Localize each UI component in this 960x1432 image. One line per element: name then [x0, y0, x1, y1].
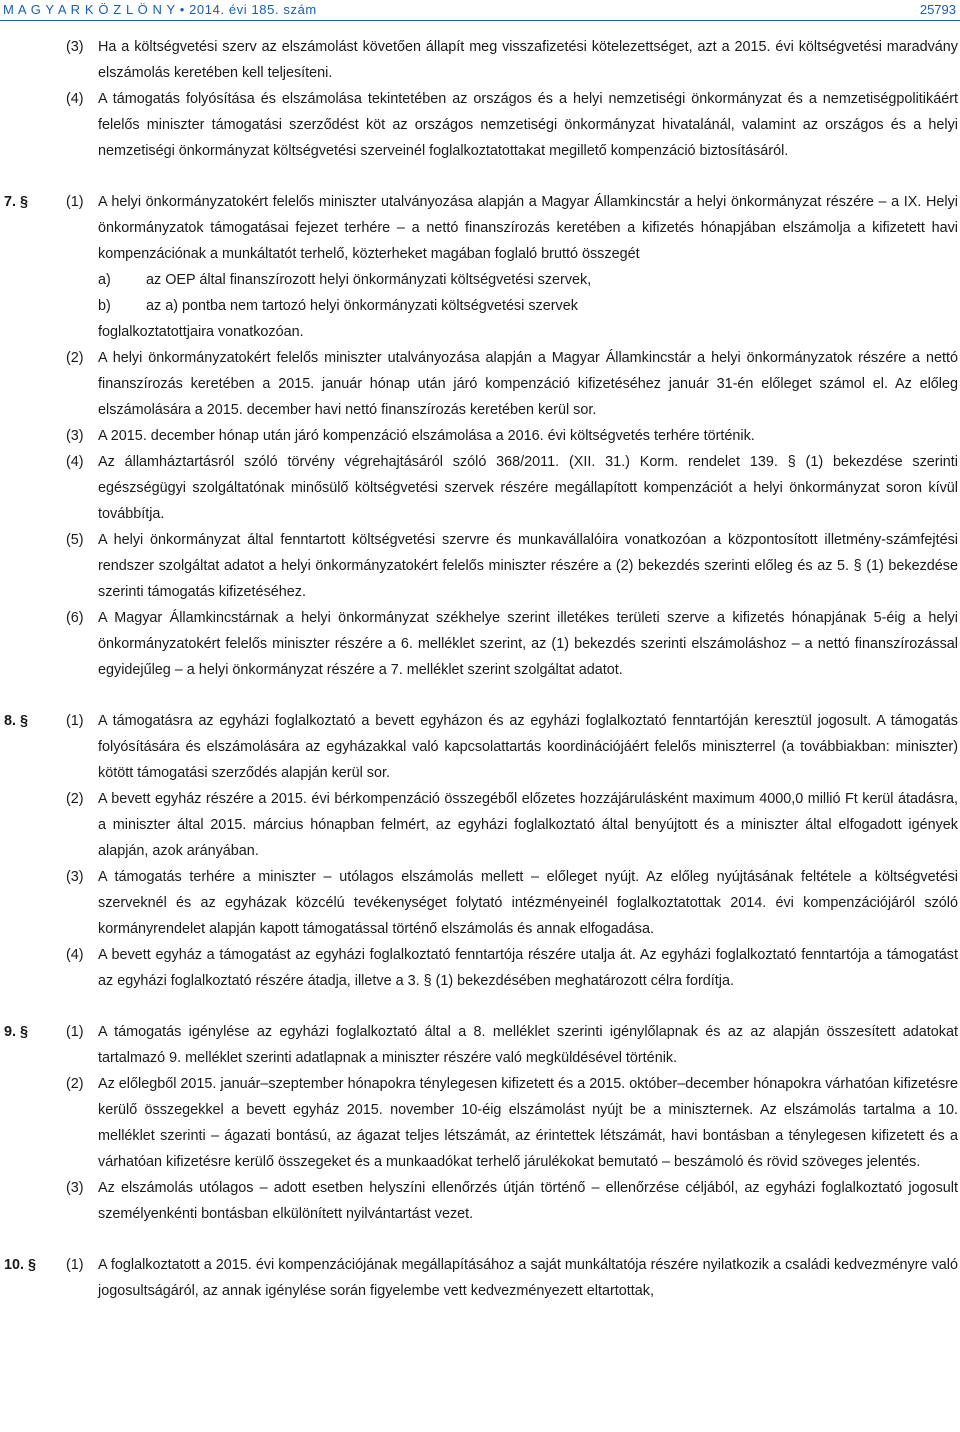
paragraph-text: Az előlegből 2015. január–szeptember hónapokra ténylegesen kifizetett és a 2015. október–december hónapokra várhatóan kifizetésre kerülő összegekkel a bevett egyház 2015. november 10-éig elszámolást nyújt be a miniszternek. Az elszámolás tartalma a 10. melléklet szerinti – ágazati bontású, az ágazat teljes létszámát, az érintettek létszámát, havi bontásban a ténylegesen kifizetett és a várhatóan kifizetésre kerülő összegeket és a munkaadókat terhelő járulékokat bemutató – beszámoló és rövid szöveges jelentés. — [98, 1076, 958, 1170]
section — [0, 708, 960, 994]
paragraph-number: (4) — [66, 947, 84, 963]
paragraph — [0, 34, 960, 86]
paragraph-number: (3) — [66, 1180, 84, 1196]
list-item-text: az OEP által finanszírozott helyi önkormányzati költségvetési szervek, — [146, 272, 592, 288]
paragraph-text: A Magyar Államkincstárnak a helyi önkormányzat székhelye szerint illetékes területi szerve a kifizetés hónapjának 5-éig a helyi önkormányzatokért felelős miniszter részére a 6. melléklet szerint, az (1) bekezdés szerinti elszámoláshoz – a nettó finanszírozással egyidejűleg – a helyi önkormányzat részére a 7. melléklet szerint szolgáltat adatot. — [98, 610, 958, 678]
paragraph-text: A helyi önkormányzatokért felelős miniszter utalványozása alapján a Magyar Államkincstár a helyi önkormányzat részére – a IX. Helyi önkormányzatok támogatásai fejezet terhére – a nettó finanszírozás keretében a kifizetés hónapjában elszámolja a kifizetett havi kompenzációnak a munkáltatót terhelő, közterheket magában foglaló bruttó összegét — [98, 194, 958, 262]
paragraph — [0, 449, 960, 527]
paragraph-number: (2) — [66, 350, 84, 366]
paragraph — [0, 1019, 960, 1071]
paragraph — [0, 345, 960, 423]
paragraph-number: (1) — [66, 713, 84, 729]
paragraph-text: A támogatásra az egyházi foglalkoztató a bevett egyházon és az egyházi foglalkoztató fenntartóján keresztül jogosult. A támogatás folyósítására és elszámolására az egyházakkal való kapcsolattartás koordinációjáért felelős miniszterrel (a továbbiakban: miniszter) kötött támogatási szerződés alapján kerül sor. — [98, 713, 958, 781]
section — [0, 1019, 960, 1227]
paragraph — [0, 605, 960, 683]
paragraph-text: A foglalkoztatott a 2015. évi kompenzációjának megállapításához a saját munkáltatója részére nyilatkozik a családi kedvezményre való jogosultságáról, az annak igénylése során figyelembe vett kedvezményezett eltartottak, — [98, 1257, 958, 1299]
paragraph-number: (3) — [66, 39, 84, 55]
paragraph-text: A helyi önkormányzatokért felelős miniszter utalványozása alapján a Magyar Államkincstár a helyi önkormányzatok részére a nettó finanszírozás keretében a 2015. január hónap után járó kompenzáció kifizetéséhez január 31-én előleget számol el. Az előleg elszámolására a 2015. december havi nettó finanszírozás keretében kerül sor. — [98, 350, 958, 418]
paragraph-number: (1) — [66, 1257, 84, 1273]
paragraph — [0, 86, 960, 164]
paragraph-text: A helyi önkormányzat által fenntartott költségvetési szervre és munkavállalóira vonatkozóan a központosított illetmény-számfejtési rendszer szolgáltat adatot a helyi önkormányzatokért felelős miniszter részére a (2) bekezdés szerinti előleg és az 5. § (1) bekezdése szerinti támogatás kifizetéséhez. — [98, 532, 958, 600]
paragraph-text: A bevett egyház részére a 2015. évi bérkompenzáció összegéből előzetes hozzájárulásként maximum 4000,0 millió Ft kerül átadásra, a miniszter által 2015. március hónapban felmért, az egyházi foglalkoztató által benyújtott és a miniszter által elfogadott igények alapján, azok arányában. — [98, 791, 958, 859]
section-number: 9. § — [4, 1024, 29, 1040]
paragraph — [0, 864, 960, 942]
paragraph-text: Ha a költségvetési szerv az elszámolást követően állapít meg visszafizetési kötelezettséget, azt a 2015. évi költségvetési maradvány elszámolás keretében kell teljesíteni. — [98, 39, 958, 81]
paragraph-number: (1) — [66, 1024, 84, 1040]
paragraph — [0, 1071, 960, 1175]
paragraph — [0, 708, 960, 786]
paragraph — [0, 1252, 960, 1304]
list-item-label: b) — [98, 298, 111, 314]
paragraph-text: A 2015. december hónap után járó kompenzáció elszámolása a 2016. évi költségvetés terhére történik. — [98, 428, 755, 444]
journal-title: M A G Y A R K Ö Z L Ö N Y • 2014. évi 185. szám — [3, 2, 317, 17]
section-number: 8. § — [4, 713, 29, 729]
paragraph-text: A bevett egyház a támogatást az egyházi foglalkoztató fenntartója részére utalja át. Az egyházi foglalkoztató fenntartója a támogatást az egyházi foglalkoztató részére átadja, illetve a 3. § (1) bekezdésében meghatározott célra fordítja. — [98, 947, 958, 989]
header-rule — [0, 20, 960, 21]
paragraph-number: (4) — [66, 454, 84, 470]
section-number: 10. § — [4, 1257, 37, 1273]
list-item — [98, 267, 960, 293]
document-body — [0, 34, 960, 1329]
paragraph — [0, 423, 960, 449]
section — [0, 189, 960, 683]
page-header — [0, 0, 960, 22]
paragraph — [0, 189, 960, 345]
paragraph — [0, 942, 960, 994]
paragraph-tail: foglalkoztatottjaira vonatkozóan. — [98, 324, 304, 340]
paragraph-number: (6) — [66, 610, 84, 626]
paragraph — [0, 527, 960, 605]
paragraph-number: (3) — [66, 869, 84, 885]
paragraph — [0, 786, 960, 864]
section-number: 7. § — [4, 194, 29, 210]
paragraph-text: A támogatás folyósítása és elszámolása tekintetében az országos és a helyi nemzetiségi önkormányzat és a nemzetiségpolitikáért felelős miniszter támogatási szerződést köt az országos nemzetiségi önkormányzat hivatalánál, valamint az országos és a helyi nemzetiségi önkormányzat költségvetési szerveinél foglalkoztatottakat megillető kompenzáció biztosításáról. — [98, 91, 958, 159]
page-number: 25793 — [919, 2, 956, 17]
paragraph-number: (2) — [66, 791, 84, 807]
paragraph-number: (2) — [66, 1076, 84, 1092]
paragraph-number: (1) — [66, 194, 84, 210]
section — [0, 34, 960, 164]
paragraph-text: A támogatás terhére a miniszter – utólagos elszámolás mellett – előleget nyújt. Az előleg nyújtásának feltétele a költségvetési szerveknél és az egyházak közcélú tevékenységet folytató intézményeinél foglalkoztatottak 2014. évi kompenzációjáról szóló kormányrendelet alapján kapott támogatással történő elszámolás és annak elfogadása. — [98, 869, 958, 937]
paragraph-text: Az államháztartásról szóló törvény végrehajtásáról szóló 368/2011. (XII. 31.) Korm. rendelet 139. § (1) bekezdése szerinti egészségügyi szolgáltatónak minősülő költségvetési szervek részére megállapított kompenzációt a helyi önkormányzat soron kívül továbbítja. — [98, 454, 958, 522]
list-item-text: az a) pontba nem tartozó helyi önkormányzati költségvetési szervek — [146, 298, 578, 314]
section — [0, 1252, 960, 1304]
paragraph-number: (5) — [66, 532, 84, 548]
list-item-label: a) — [98, 272, 111, 288]
paragraph — [0, 1175, 960, 1227]
paragraph-text: Az elszámolás utólagos – adott esetben helyszíni ellenőrzés útján történő – ellenőrzése céljából, az egyházi foglalkoztató jogosult személyenkénti bontásban elkülönített nyilvántartást vezet. — [98, 1180, 958, 1222]
paragraph-number: (4) — [66, 91, 84, 107]
list-item — [98, 293, 960, 319]
paragraph-text: A támogatás igénylése az egyházi foglalkoztató által a 8. melléklet szerinti igénylőlapnak és az az alapján összesített adatokat tartalmazó 9. melléklet szerinti adatlapnak a miniszter részére való megküldésével történik. — [98, 1024, 958, 1066]
paragraph-number: (3) — [66, 428, 84, 444]
